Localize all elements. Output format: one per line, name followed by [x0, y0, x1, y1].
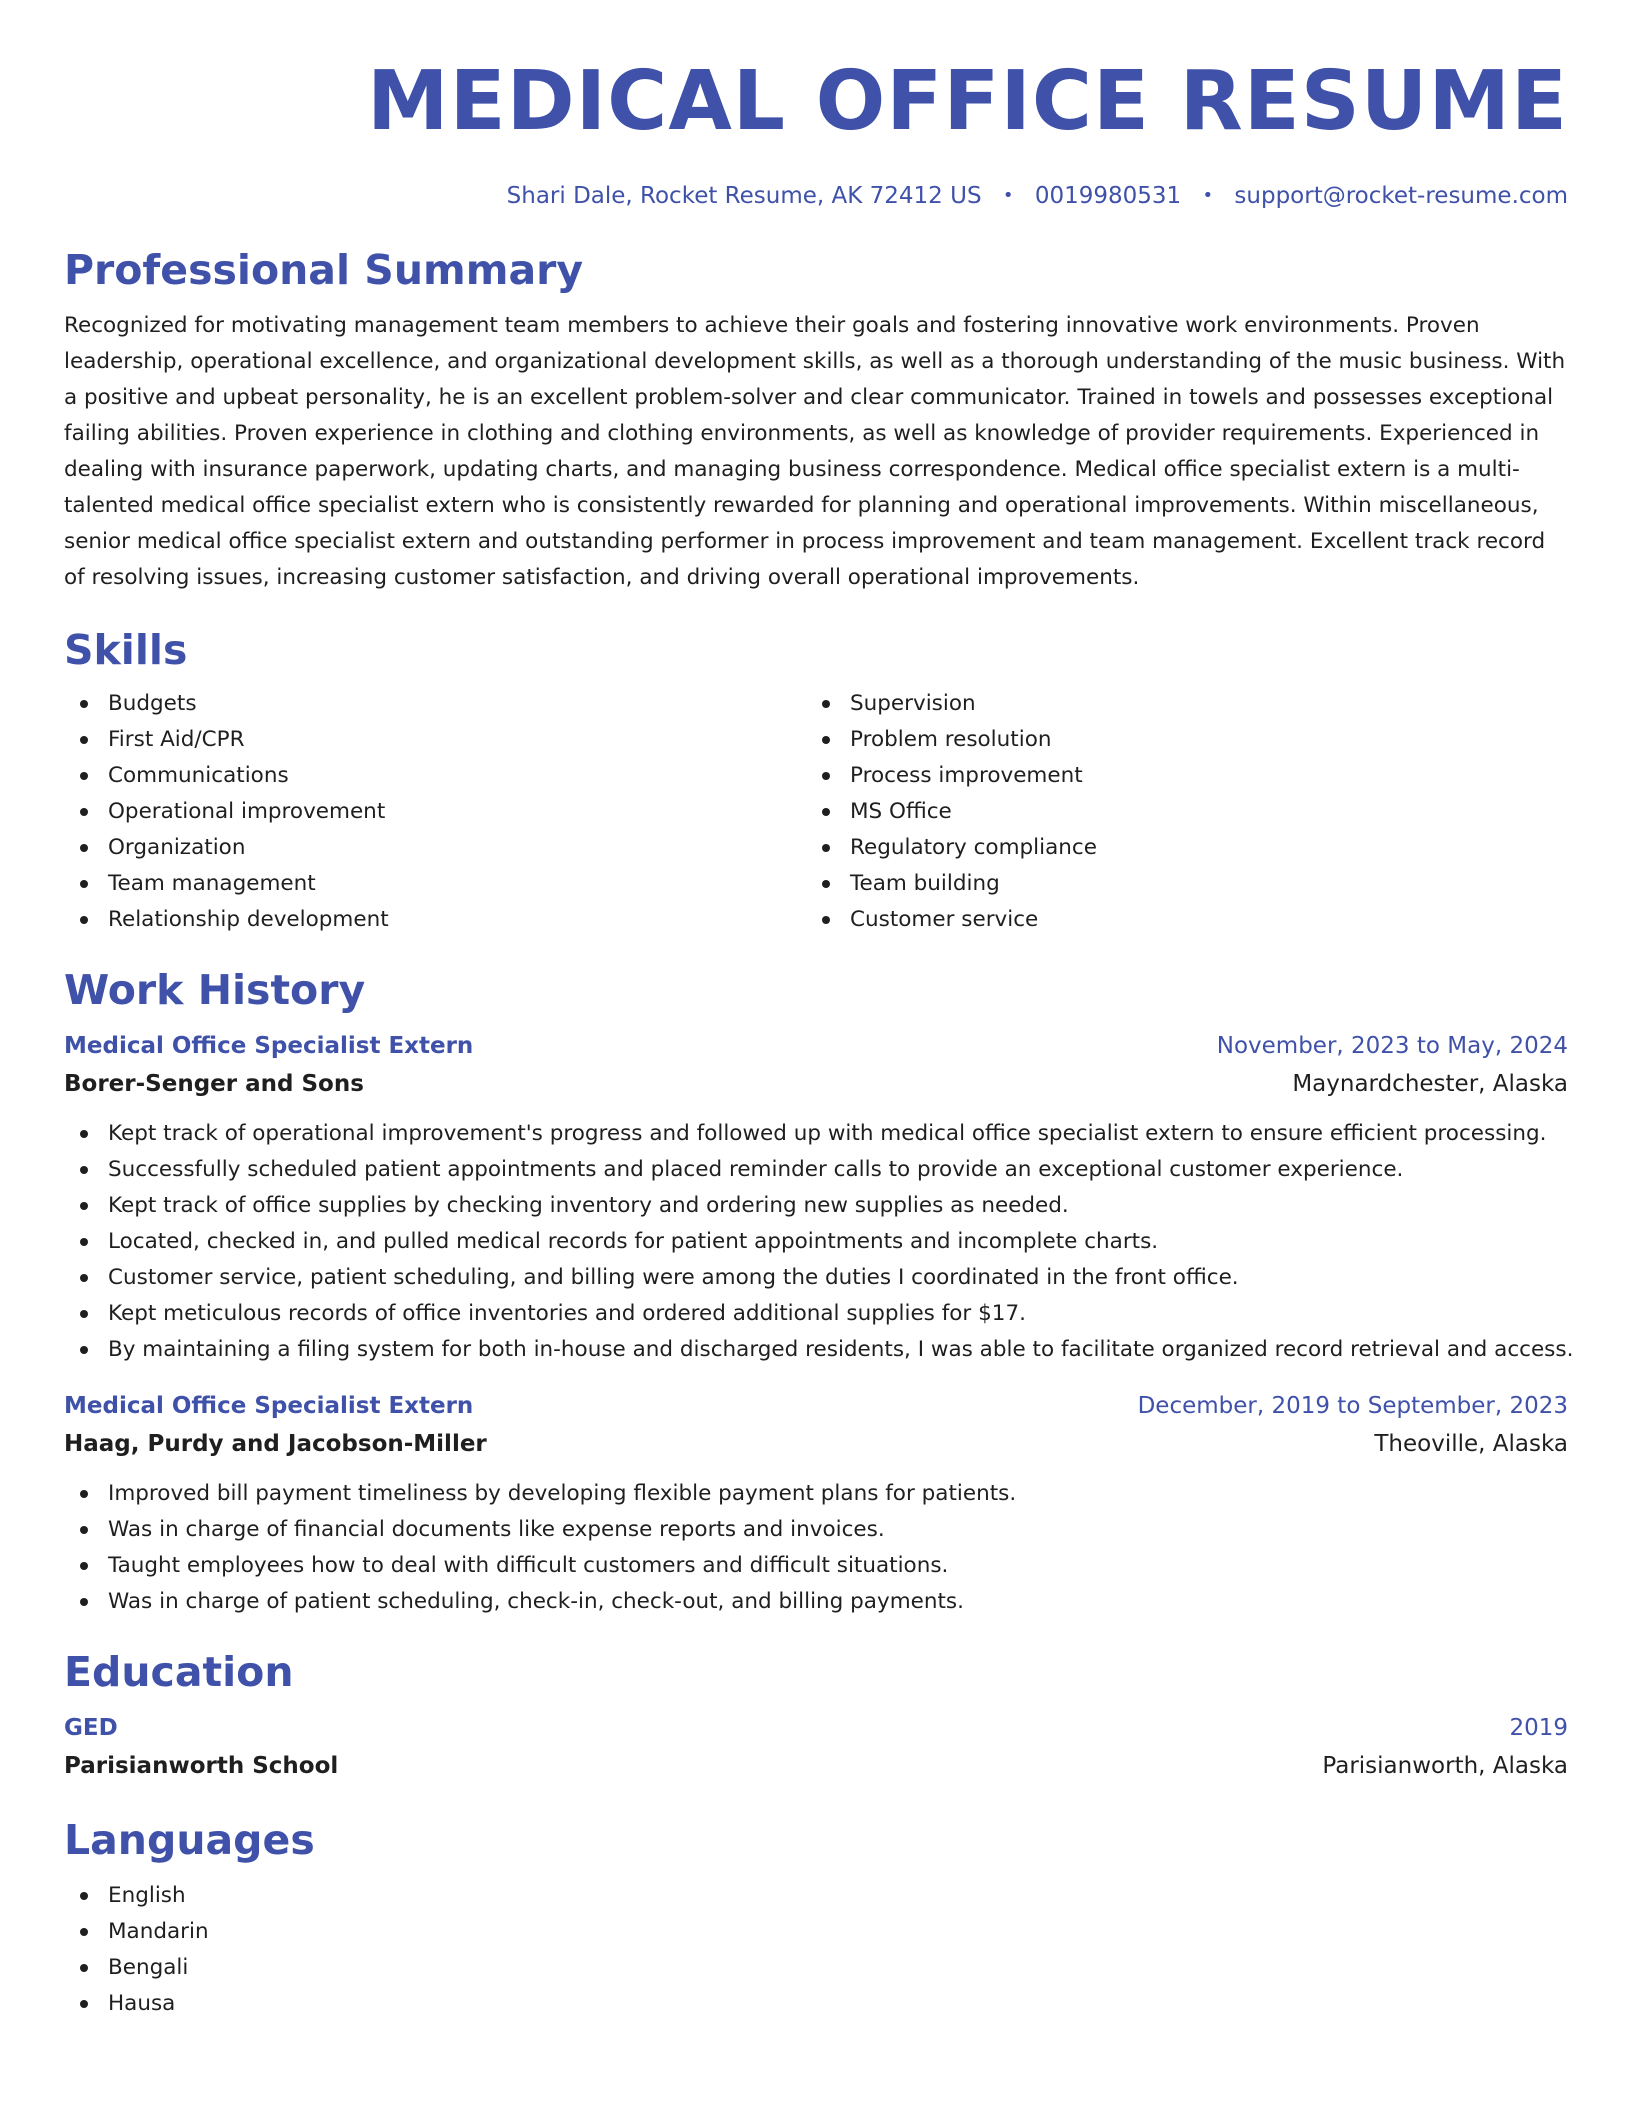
- job-location: Theoville, Alaska: [1374, 1431, 1568, 1457]
- skill-item: Budgets: [64, 686, 806, 722]
- contact-line: [64, 180, 1568, 212]
- skill-item: Team management: [64, 866, 806, 902]
- contact-separator: •: [1202, 185, 1214, 206]
- summary-heading: Professional Summary: [64, 246, 584, 294]
- job-duties: [64, 1116, 1574, 1368]
- duty-item: Kept meticulous records of office inventories and ordered additional supplies for $17.: [64, 1296, 1568, 1332]
- skill-item: Organization: [64, 830, 806, 866]
- job-duties: [64, 1476, 1568, 1620]
- skill-item: Relationship development: [64, 902, 806, 938]
- skill-item: Team building: [806, 866, 1548, 902]
- language-item: Bengali: [64, 1950, 1568, 1986]
- summary-text: Recognized for motivating management team members to achieve their goals and fostering innovative work environments. Proven leadership, operational excellence, and organizational development skills, as well as a thorough understanding of the music business. With a positive and upbeat personality, he is an excellent problem-solver and clear communicator. Trained in towels and possesses exceptional failing abilities. Proven experience in clothing and clothing environments, as well as knowledge of provider requirements. Experienced in dealing with insurance paperwork, updating charts, and managing business correspondence. Medical office specialist extern is a multi-talented medical office specialist extern who is consistently rewarded for planning and operational improvements. Within miscellaneous, senior medical office specialist extern and outstanding performer in process improvement and team management. Excellent track record of resolving issues, increasing customer satisfaction, and driving overall operational improvements.: [64, 313, 1566, 590]
- employer-name: Borer-Senger and Sons: [64, 1071, 364, 1097]
- languages-heading: Languages: [64, 1816, 315, 1864]
- contact-email[interactable]: support@rocket-resume.com: [1234, 183, 1568, 209]
- skill-item: First Aid/CPR: [64, 722, 806, 758]
- job-entry: [64, 1028, 1574, 1368]
- language-item: Mandarin: [64, 1914, 1568, 1950]
- job-dates: November, 2023 to May, 2024: [1216, 1033, 1568, 1059]
- skill-item: Regulatory compliance: [806, 830, 1548, 866]
- skills-column-right: [806, 686, 1548, 938]
- skill-item: Operational improvement: [64, 794, 806, 830]
- duty-item: Taught employees how to deal with difficult customers and difficult situations.: [64, 1548, 1568, 1584]
- education-entry: [64, 1710, 1568, 1786]
- contact-address: Shari Dale, Rocket Resume, AK 72412 US: [506, 183, 982, 209]
- skill-item: Process improvement: [806, 758, 1548, 794]
- skill-item: Supervision: [806, 686, 1548, 722]
- duty-item: Successfully scheduled patient appointments and placed reminder calls to provide an exceptional customer experience.: [64, 1152, 1568, 1188]
- degree-name: GED: [64, 1715, 118, 1741]
- graduation-year: 2019: [1509, 1715, 1568, 1741]
- job-title: Medical Office Specialist Extern: [64, 1033, 474, 1059]
- duty-item: Kept track of operational improvement's progress and followed up with medical office specialist extern to ensure efficient processing.: [64, 1116, 1568, 1152]
- language-item: English: [64, 1878, 1568, 1914]
- language-item: Hausa: [64, 1986, 1568, 2022]
- skill-item: Communications: [64, 758, 806, 794]
- duty-item: Located, checked in, and pulled medical records for patient appointments and incomplete charts.: [64, 1224, 1568, 1260]
- resume-title: MEDICAL OFFICE RESUME: [366, 54, 1568, 149]
- skill-item: MS Office: [806, 794, 1548, 830]
- school-name: Parisianworth School: [64, 1753, 339, 1779]
- job-entry: [64, 1388, 1568, 1620]
- job-title: Medical Office Specialist Extern: [64, 1393, 474, 1419]
- skills-heading: Skills: [64, 626, 188, 674]
- employer-name: Haag, Purdy and Jacobson-Miller: [64, 1431, 487, 1457]
- duty-item: Kept track of office supplies by checking inventory and ordering new supplies as needed.: [64, 1188, 1568, 1224]
- school-location: Parisianworth, Alaska: [1322, 1753, 1568, 1779]
- skill-item: Customer service: [806, 902, 1548, 938]
- work-history-heading: Work History: [64, 966, 366, 1014]
- job-location: Maynardchester, Alaska: [1292, 1071, 1568, 1097]
- education-heading: Education: [64, 1648, 294, 1696]
- job-dates: December, 2019 to September, 2023: [1137, 1393, 1568, 1419]
- contact-phone: 0019980531: [1034, 183, 1182, 209]
- skills-column-left: [64, 686, 806, 938]
- contact-separator: •: [1002, 185, 1014, 206]
- duty-item: By maintaining a filing system for both in-house and discharged residents, I was able to facilitate organized record retrieval and access.: [64, 1332, 1568, 1368]
- duty-item: Customer service, patient scheduling, and billing were among the duties I coordinated in the front office.: [64, 1260, 1568, 1296]
- languages-list: [64, 1878, 1568, 2022]
- skill-item: Problem resolution: [806, 722, 1548, 758]
- duty-item: Was in charge of financial documents like expense reports and invoices.: [64, 1512, 1568, 1548]
- duty-item: Improved bill payment timeliness by developing flexible payment plans for patients.: [64, 1476, 1568, 1512]
- skills-list: [64, 686, 1568, 938]
- duty-item: Was in charge of patient scheduling, check-in, check-out, and billing payments.: [64, 1584, 1568, 1620]
